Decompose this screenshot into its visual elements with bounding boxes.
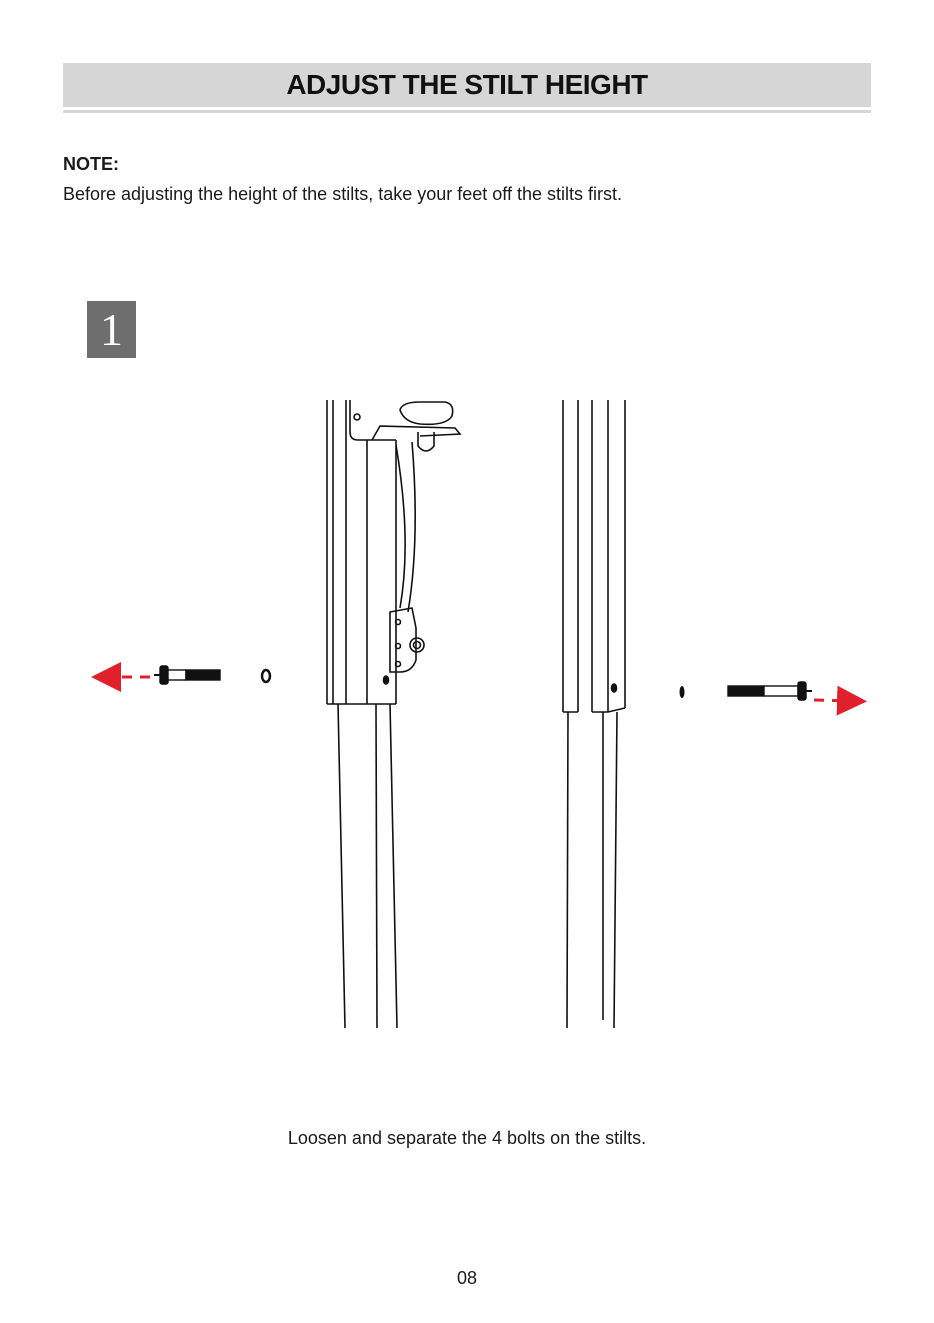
left-nut (262, 670, 270, 682)
note-text: Before adjusting the height of the stilts, take your feet off the stilts first. (63, 184, 622, 204)
title-underline (63, 110, 871, 113)
right-nut (680, 686, 685, 698)
right-bolt (728, 682, 812, 700)
left-bolt (154, 666, 220, 684)
note-label: NOTE: (63, 154, 119, 174)
right-arrow (814, 700, 852, 701)
title-bar (63, 63, 871, 107)
page-number: 08 (456, 1268, 478, 1288)
step-number-badge: 1 (87, 301, 136, 358)
left-stilt (327, 400, 460, 1028)
page-title: ADJUST THE STILT HEIGHT (286, 69, 648, 100)
stilt-illustration (0, 380, 934, 1040)
right-stilt (563, 400, 625, 1028)
step-caption: Loosen and separate the 4 bolts on the stilts. (287, 1128, 647, 1148)
